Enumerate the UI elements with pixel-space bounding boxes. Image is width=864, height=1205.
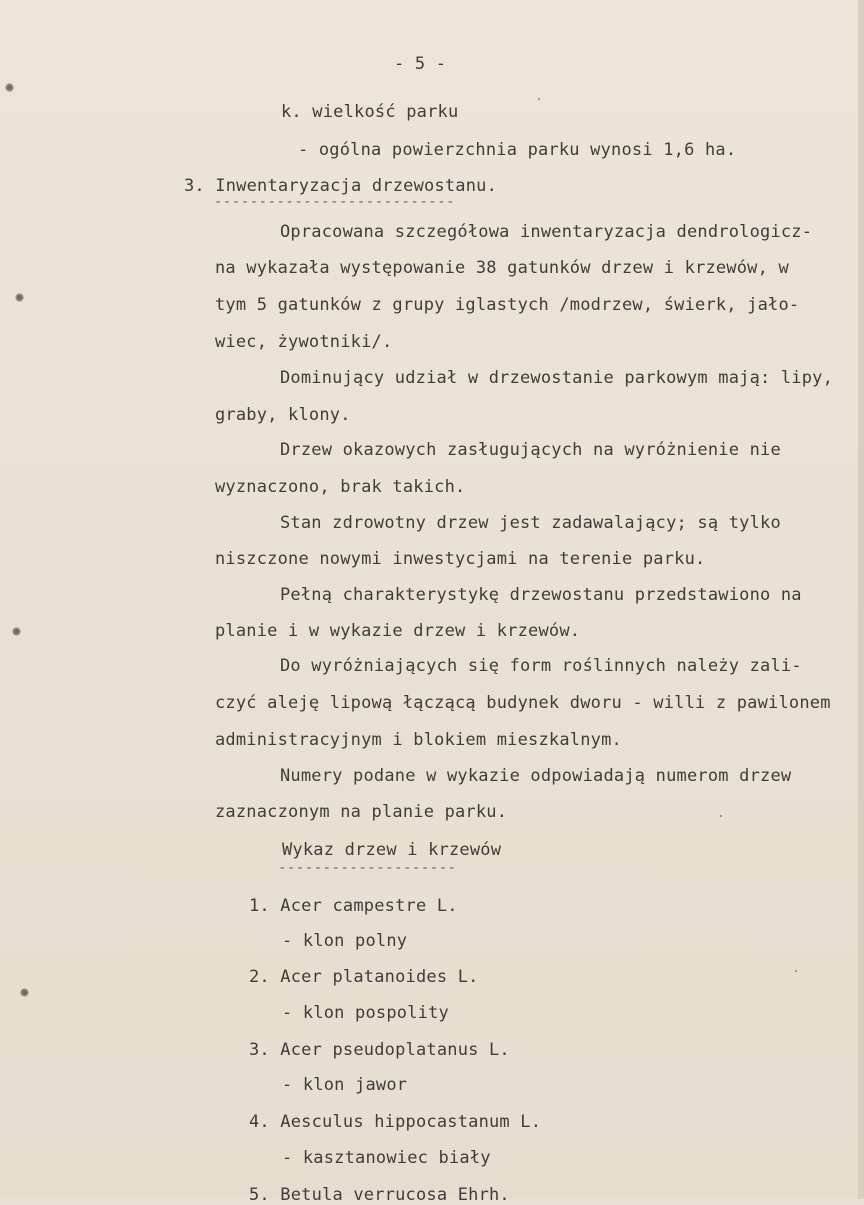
paragraph-line: wiec, żywotniki/.	[215, 332, 393, 352]
species-latin: 3. Acer pseudoplatanus L.	[249, 1040, 510, 1060]
species-latin: 1. Acer campestre L.	[249, 896, 458, 916]
section-3-underline: ---------------------------	[214, 196, 456, 208]
punch-hole	[12, 627, 21, 636]
paragraph-line: administracyjnym i blokiem mieszkalnym.	[215, 730, 622, 750]
paragraph-line: Dominujący udział w drzewostanie parkowym mają: lipy,	[280, 368, 834, 388]
paragraph-line: graby, klony.	[215, 405, 351, 425]
paper-speck	[720, 815, 722, 817]
punch-hole	[5, 83, 14, 92]
section-k-heading: k. wielkość parku	[281, 102, 459, 122]
paragraph-line: Do wyróżniających się form roślinnych należy zali-	[280, 656, 802, 676]
paragraph-line: planie i w wykazie drzew i krzewów.	[215, 621, 581, 641]
species-polish: - klon polny	[282, 931, 408, 951]
species-latin: 2. Acer platanoides L.	[249, 967, 479, 987]
paragraph-line: tym 5 gatunków z grupy iglastych /modrzew, świerk, jało-	[215, 295, 800, 315]
paragraph-line: czyć aleję lipową łączącą budynek dworu - willi z pawilonem	[215, 693, 831, 713]
species-latin: 5. Betula verrucosa Ehrh.	[249, 1185, 510, 1205]
paragraph-line: na wykazała występowanie 38 gatunków drzew i krzewów, w	[215, 258, 789, 278]
paragraph-line: zaznaczonym na planie parku.	[215, 802, 508, 822]
punch-hole	[15, 293, 24, 302]
section-3-heading: 3. Inwentaryzacja drzewostanu.	[184, 176, 498, 196]
paragraph-line: Opracowana szczegółowa inwentaryzacja dendrologicz-	[280, 222, 813, 242]
paper-edge	[858, 0, 864, 1199]
paragraph-line: Pełną charakterystykę drzewostanu przedstawiono na	[280, 585, 802, 605]
paragraph-line: Drzew okazowych zasługujących na wyróżnienie nie	[280, 440, 781, 460]
paragraph-line: Stan zdrowotny drzew jest zadawalający; są tylko	[280, 513, 781, 533]
species-latin: 4. Aesculus hippocastanum L.	[249, 1112, 542, 1132]
page-number: - 5 -	[394, 54, 447, 74]
species-polish: - klon pospolity	[282, 1003, 449, 1023]
wykaz-title: Wykaz drzew i krzewów	[282, 840, 502, 860]
section-k-line: - ogólna powierzchnia parku wynosi 1,6 ha.	[298, 140, 737, 160]
paper-speck	[538, 98, 540, 100]
punch-hole	[20, 988, 29, 997]
species-polish: - kasztanowiec biały	[282, 1148, 491, 1168]
species-polish: - klon jawor	[282, 1075, 408, 1095]
paragraph-line: Numery podane w wykazie odpowiadają numerom drzew	[280, 766, 792, 786]
wykaz-underline: --------------------	[278, 862, 457, 874]
paper-speck	[795, 970, 797, 972]
paragraph-line: niszczone nowymi inwestycjami na terenie parku.	[215, 549, 706, 569]
paragraph-line: wyznaczono, brak takich.	[215, 477, 466, 497]
